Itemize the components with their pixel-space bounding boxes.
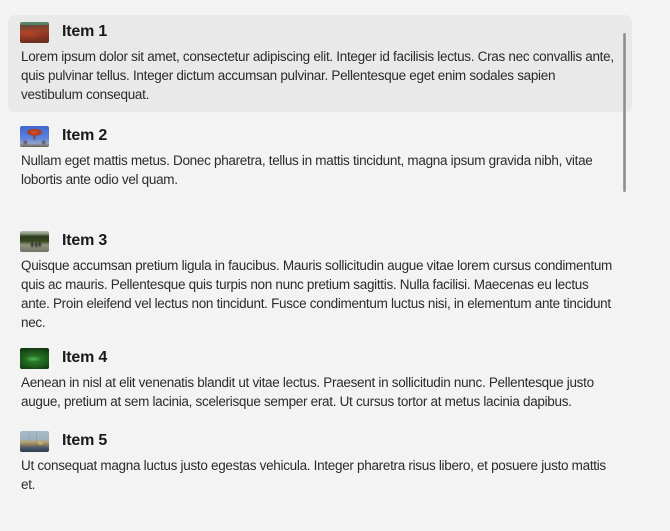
vertical-scrollbar-thumb[interactable] [623,33,626,192]
item-4-description: Aenean in nisl at elit venenatis blandit ut vitae lectus. Praesent in sollicitudin nunc. Pellentesque justo augue, pretium at sem lacinia, scelerisque semper erat. Ut cursus tortor at metus lacinia dapibus. [21,375,594,409]
list-item-4-header [20,347,620,369]
list-item-2-header [20,125,620,147]
item-4-thumbnail-image [20,348,49,369]
item-2-description: Nullam eget mattis metus. Donec pharetra, tellus in mattis tincidunt, magna ipsum gravida nibh, vitae lobortis ante odio vel quam. [21,153,593,187]
list-item-1-header [20,21,620,43]
list-item-5[interactable] [8,424,632,502]
list-item-3-header [20,230,620,252]
vertical-scrollbar[interactable] [622,0,630,531]
item-2-title: Item 2 [62,127,108,144]
list-item-1[interactable] [8,15,632,112]
item-3-thumbnail-image [20,231,49,252]
list-item-3[interactable] [8,224,632,340]
item-1-description: Lorem ipsum dolor sit amet, consectetur adipiscing elit. Integer id facilisis lectus. Cras nec convallis ante, quis pulvinar tellus. Integer dictum accumsan pulvinar. Pellentesque eget enim sodales sapien vestibulum consequat. [21,49,614,102]
item-1-thumbnail-image [20,22,49,43]
list-item-2[interactable] [8,119,632,197]
item-1-title: Item 1 [62,23,108,40]
item-5-title: Item 5 [62,432,108,449]
item-3-description: Quisque accumsan pretium ligula in faucibus. Mauris sollicitudin augue vitae lorem cursus condimentum quis ac mauris. Pellentesque quis turpis non nunc pretium sagittis. Nulla facilisi. Maecenas eu lectus ante. Proin eleifend vel lectus non tincidunt. Fusce condimentum luctus nisi, in elementum ante tincidunt nec. [21,258,612,330]
item-4-title: Item 4 [62,349,108,366]
item-5-thumbnail-image [20,431,49,452]
item-3-title: Item 3 [62,232,108,249]
list-item-4[interactable] [8,341,632,419]
list-item-5-header [20,430,620,452]
item-2-thumbnail-image [20,126,49,147]
item-5-description: Ut consequat magna luctus justo egestas vehicula. Integer pharetra risus libero, et posuere justo mattis et. [21,458,606,492]
